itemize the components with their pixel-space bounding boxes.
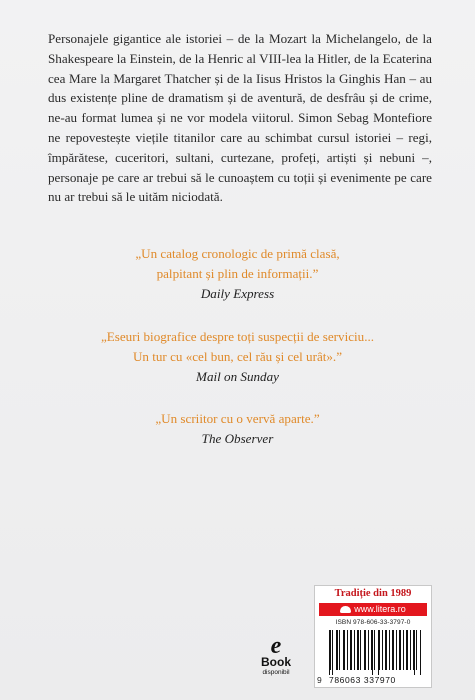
quote-source: Daily Express <box>200 285 275 301</box>
ebook-availability: disponibil <box>262 669 290 676</box>
litera-logo-icon <box>340 606 351 613</box>
barcode-bars-icon <box>329 630 421 676</box>
ebook-word: Book <box>261 655 291 669</box>
quote-source: Mail on Sunday <box>196 368 279 384</box>
quote-text-line: „Un catalog cronologic de primă clasă, <box>135 246 340 261</box>
review-quote-mail-on-sunday <box>0 327 475 386</box>
barcode-number: 786063 337970 <box>329 675 396 685</box>
publisher-website: www.litera.ro <box>354 604 406 614</box>
review-quote-daily-express <box>0 244 475 303</box>
isbn-label: ISBN 978-606-33-3797-0 <box>335 619 411 626</box>
barcode-lead-digit: 9 <box>317 675 322 685</box>
barcode <box>317 630 423 685</box>
review-quote-the-observer <box>0 409 475 449</box>
quote-text-line: „Un scriitor cu o vervă aparte.” <box>155 411 320 426</box>
quote-text-line: „Eseuri biografice despre toți suspecții de serviciu... <box>100 329 375 344</box>
barcode-digits <box>323 675 429 685</box>
publisher-website-banner <box>319 603 427 616</box>
quote-text-line: Un tur cu «cel bun, cel rău și cel urât».” <box>132 348 343 364</box>
book-description: Personajele gigantice ale istoriei – de la Mozart la Michelangelo, de la Shakespeare la Einstein, de la Henric al VIII-lea la Hitler, de la Ecaterina cea Mare la Margaret Thatcher și de la Iisus Hristos la Ginghis Han – au dus existențe pline de dramatism și de aventură, de desfrâu și de crime, ne-au format lumea și ne vor modela viitorul. Simon Sebag Montefiore ne repovestește viețile titanilor care au schimbat cursul istoriei – regi, împărătese, cuceritori, sultani, curtezane, profeți, artiști și nebuni –, personaje pe care ar trebui să le cunoaștem cu toții și evenimente pe care nu ar trebui să le uităm niciodată. <box>48 31 432 205</box>
ebook-logo <box>261 633 291 677</box>
quote-source: The Observer <box>201 430 274 446</box>
ebook-e-icon: e <box>270 633 282 659</box>
publisher-tagline: Tradiție din 1989 <box>334 588 412 599</box>
quote-text-line: palpitant și plin de informații.” <box>156 265 319 281</box>
publisher-barcode-box <box>314 585 432 688</box>
